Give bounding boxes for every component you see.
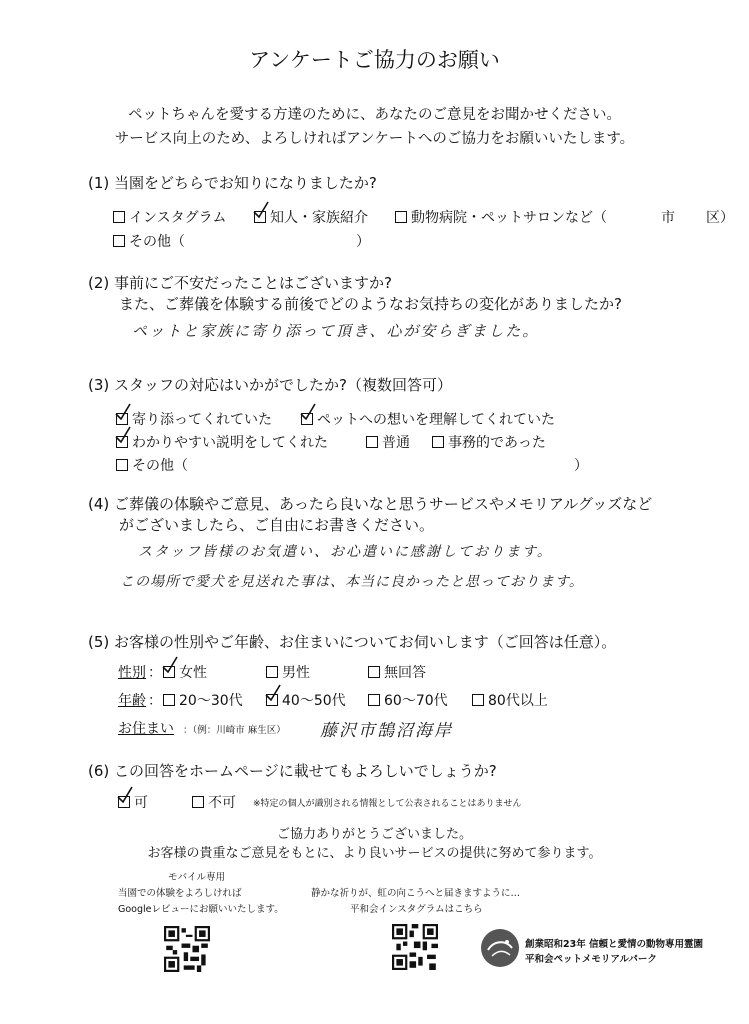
checkbox-icon[interactable] bbox=[116, 459, 128, 471]
q2-label-2: また、ご葬儀を体験する前後でどのようなお気持ちの変化がありましたか? bbox=[119, 295, 622, 313]
checkbox-icon[interactable] bbox=[472, 694, 484, 706]
company-logo-icon bbox=[480, 928, 520, 968]
q2-label-1: (2) 事前にご不安だったことはございますか? bbox=[88, 274, 392, 292]
q2-handwritten-answer: ペットと家族に寄り添って頂き、心が安らぎました。 bbox=[132, 322, 540, 340]
address-handwritten-answer: 藤沢市鵠沼海岸 bbox=[320, 721, 453, 741]
age-option-20-30[interactable]: 20〜30代 bbox=[163, 690, 243, 710]
q3-option-other[interactable]: その他（ bbox=[116, 455, 188, 475]
q6-option-yes[interactable]: 可 bbox=[118, 792, 148, 812]
q5-label: (5) お客様の性別やご年齢、お住まいについてお伺いします（ご回答は任意）。 bbox=[88, 633, 617, 651]
q1-city-label: 市 bbox=[661, 210, 675, 226]
q1-option-instagram[interactable]: インスタグラム bbox=[113, 207, 226, 227]
company-name: 平和会ペットメモリアルパーク bbox=[525, 954, 657, 965]
checked-checkbox-icon[interactable] bbox=[301, 412, 317, 428]
age-option-40-50[interactable]: 40〜50代 bbox=[266, 690, 346, 710]
checked-checkbox-icon[interactable] bbox=[118, 795, 134, 811]
q3-option-close[interactable]: 寄り添ってくれていた bbox=[116, 409, 272, 429]
q1-other-close: ） bbox=[356, 234, 370, 250]
q3-option-understand[interactable]: ペットへの想いを理解してくれていた bbox=[301, 409, 555, 429]
q1-option-vet[interactable]: 動物病院・ペットサロンなど（ bbox=[395, 207, 607, 227]
company-tagline: 創業昭和23年 信頼と愛情の動物専用霊園 bbox=[525, 939, 704, 950]
checkbox-icon[interactable] bbox=[163, 694, 175, 706]
intro-line-2: サービス向上のため、よろしければアンケートへのご協力をお願いいたします。 bbox=[114, 131, 635, 147]
address-example: ：（例：川崎市 麻生区） bbox=[183, 725, 286, 736]
q4-label-2: がございましたら、ご自由にお書きください。 bbox=[119, 516, 435, 534]
footer-insta-label: 平和会インスタグラムはこちら bbox=[350, 904, 483, 915]
q3-label: (3) スタッフの対応はいかがでしたか?（複数回答可） bbox=[88, 376, 452, 394]
checkbox-icon[interactable] bbox=[113, 211, 125, 223]
age-option-80-plus[interactable]: 80代以上 bbox=[472, 690, 548, 710]
checked-checkbox-icon[interactable] bbox=[163, 665, 179, 681]
q4-label-1: (4) ご葬儀の体験やご意見、あったら良いなと思うサービスやメモリアルグッズなど bbox=[88, 495, 653, 513]
q4-handwritten-answer-2: この場所で愛犬を見送れた事は、本当に良かったと思っております。 bbox=[120, 574, 584, 590]
q1-label: (1) 当園をどちらでお知りになりましたか? bbox=[88, 174, 377, 192]
checkbox-icon[interactable] bbox=[368, 666, 380, 678]
checked-checkbox-icon[interactable] bbox=[116, 435, 132, 451]
checked-checkbox-icon[interactable] bbox=[266, 693, 282, 709]
q4-handwritten-answer-1: スタッフ皆様のお気遣い、お心遣いに感謝しております。 bbox=[138, 544, 553, 560]
q3-other-close: ） bbox=[574, 458, 588, 474]
q1-option-other[interactable]: その他（ bbox=[113, 231, 185, 251]
intro-line-1: ペットちゃんを愛する方達のために、あなたのご意見をお聞かせください。 bbox=[128, 107, 621, 123]
footer-prayer: 静かな祈りが、虹の向こうへと届きますように… bbox=[311, 888, 521, 899]
gender-option-male[interactable]: 男性 bbox=[266, 662, 310, 682]
checked-checkbox-icon[interactable] bbox=[254, 210, 270, 226]
q3-option-normal[interactable]: 普通 bbox=[366, 432, 410, 452]
checkbox-icon[interactable] bbox=[266, 666, 278, 678]
checkbox-icon[interactable] bbox=[113, 235, 125, 247]
q6-label: (6) この回答をホームページに載せてもよろしいでしょうか? bbox=[88, 762, 497, 780]
address-label: お住まい bbox=[118, 721, 174, 737]
q3-option-clear[interactable]: わかりやすい説明をしてくれた bbox=[116, 432, 328, 452]
checkbox-icon[interactable] bbox=[432, 436, 444, 448]
checkbox-icon[interactable] bbox=[395, 211, 407, 223]
instagram-qr-code[interactable] bbox=[392, 924, 438, 970]
google-review-qr-code[interactable] bbox=[164, 926, 210, 972]
age-label: 年齢 bbox=[118, 693, 146, 709]
checkbox-icon[interactable] bbox=[192, 796, 204, 808]
thanks-line-2: お客様の貴重なご意見をもとに、より良いサービスの提供に努めて参ります。 bbox=[147, 846, 602, 861]
footer-review-line-1: 当園での体験をよろしければ bbox=[118, 888, 242, 899]
q6-privacy-note: ※特定の個人が識別される情報として公表されることはありません bbox=[253, 799, 522, 809]
q3-option-business[interactable]: 事務的であった bbox=[432, 432, 546, 452]
gender-option-no-answer[interactable]: 無回答 bbox=[368, 662, 426, 682]
checkbox-icon[interactable] bbox=[366, 436, 378, 448]
q1-option-friends[interactable]: 知人・家族紹介 bbox=[254, 207, 368, 227]
q1-ward-label: 区） bbox=[706, 210, 734, 226]
footer-mobile-label: モバイル専用 bbox=[168, 872, 226, 883]
thanks-line-1: ご協力ありがとうございました。 bbox=[276, 827, 472, 842]
gender-option-female[interactable]: 女性 bbox=[163, 662, 207, 682]
footer-review-line-2: Googleレビューにお願いいたします。 bbox=[118, 904, 284, 915]
age-option-60-70[interactable]: 60〜70代 bbox=[368, 690, 448, 710]
gender-label: 性別 bbox=[118, 665, 146, 681]
checkbox-icon[interactable] bbox=[368, 694, 380, 706]
survey-title: アンケートご協力のお願い bbox=[249, 48, 500, 72]
q6-option-no[interactable]: 不可 bbox=[192, 792, 236, 812]
